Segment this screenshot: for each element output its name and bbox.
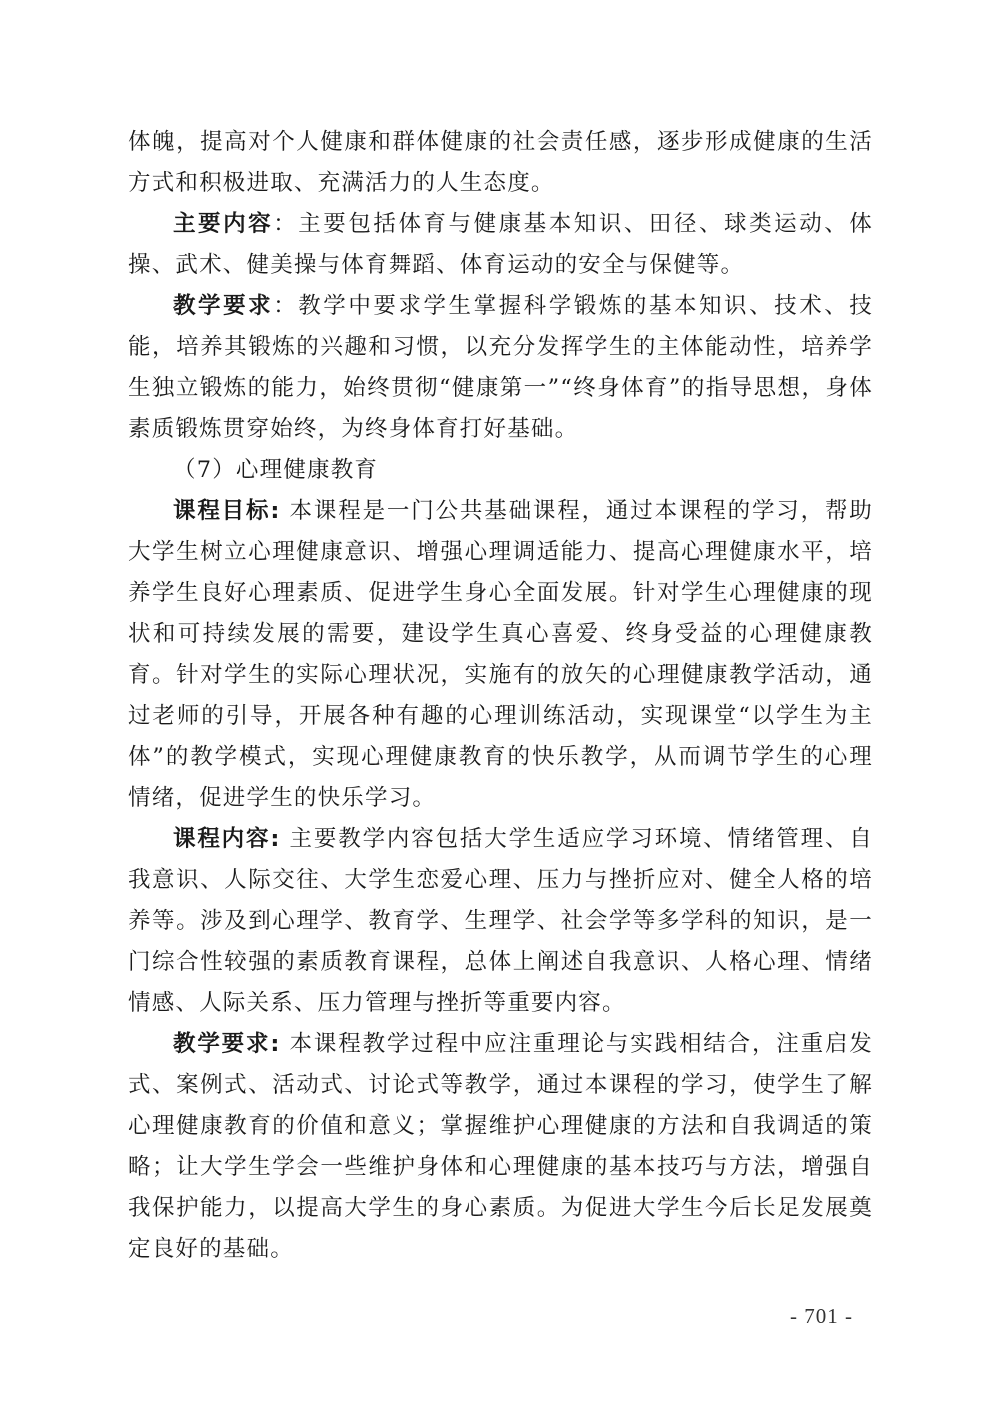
paragraph-main-content (128, 204, 873, 286)
document-body (128, 122, 873, 1270)
section-heading: （7）心理健康教育 (173, 457, 379, 483)
paragraph-text: 本课程是一门公共基础课程，通过本课程的学习，帮助大学生树立心理健康意识、增强心理调适能力、提高心理健康水平，培养学生良好心理素质、促进学生身心全面发展。针对学生心理健康的现状和可持续发展的需要，建设学生真心喜爱、终身受益的心理健康教育。针对学生的实际心理状况，实施有的放矢的心理健康教学活动，通过老师的引导，开展各种有趣的心理训练活动，实现课堂“以学生为主体”的教学模式，实现心理健康教育的快乐教学，从而调节学生的心理情绪，促进学生的快乐学习。 (128, 498, 874, 811)
paragraph-label: 课程目标: (173, 498, 281, 524)
paragraph-text: ：教学中要求学生掌握科学锻炼的基本知识、技术、技能，培养其锻炼的兴趣和习惯，以充分发挥学生的主体能动性，培养学生独立锻炼的能力，始终贯彻“健康第一”“终身体育”的指导思想，身体素质锻炼贯穿始终，为终身体育打好基础。 (128, 293, 873, 442)
paragraph-text: 主要教学内容包括大学生适应学习环境、情绪管理、自我意识、人际交往、大学生恋爱心理、压力与挫折应对、健全人格的培养等。涉及到心理学、教育学、生理学、社会学等多学科的知识，是一门综合性较强的素质教育课程，总体上阐述自我意识、人格心理、情绪情感、人际关系、压力管理与挫折等重要内容。 (128, 826, 874, 1016)
paragraph-course-goals (128, 491, 873, 819)
paragraph-continuation (128, 122, 873, 204)
paragraph-course-content (128, 819, 873, 1024)
paragraph-section-teaching-requirements (128, 1024, 873, 1270)
paragraph-label: 主要内容 (173, 211, 274, 237)
paragraph-label: 教学要求 (173, 293, 274, 319)
paragraph-label: 课程内容: (173, 826, 281, 852)
paragraph-text: 体魄，提高对个人健康和群体健康的社会责任感，逐步形成健康的生活方式和积极进取、充满活力的人生态度。 (128, 129, 873, 196)
paragraph-teaching-requirements (128, 286, 873, 450)
page-number: - 701 - (790, 1304, 853, 1328)
paragraph-text: 本课程教学过程中应注重理论与实践相结合，注重启发式、案例式、活动式、讨论式等教学，通过本课程的学习，使学生了解心理健康教育的价值和意义；掌握维护心理健康的方法和自我调适的策略；让大学生学会一些维护身体和心理健康的基本技巧与方法，增强自我保护能力，以提高大学生的身心素质。为促进大学生今后长足发展奠定良好的基础。 (128, 1031, 874, 1262)
paragraph-text: ：主要包括体育与健康基本知识、田径、球类运动、体操、武术、健美操与体育舞蹈、体育运动的安全与保健等。 (128, 211, 873, 278)
paragraph-label: 教学要求: (173, 1031, 281, 1057)
